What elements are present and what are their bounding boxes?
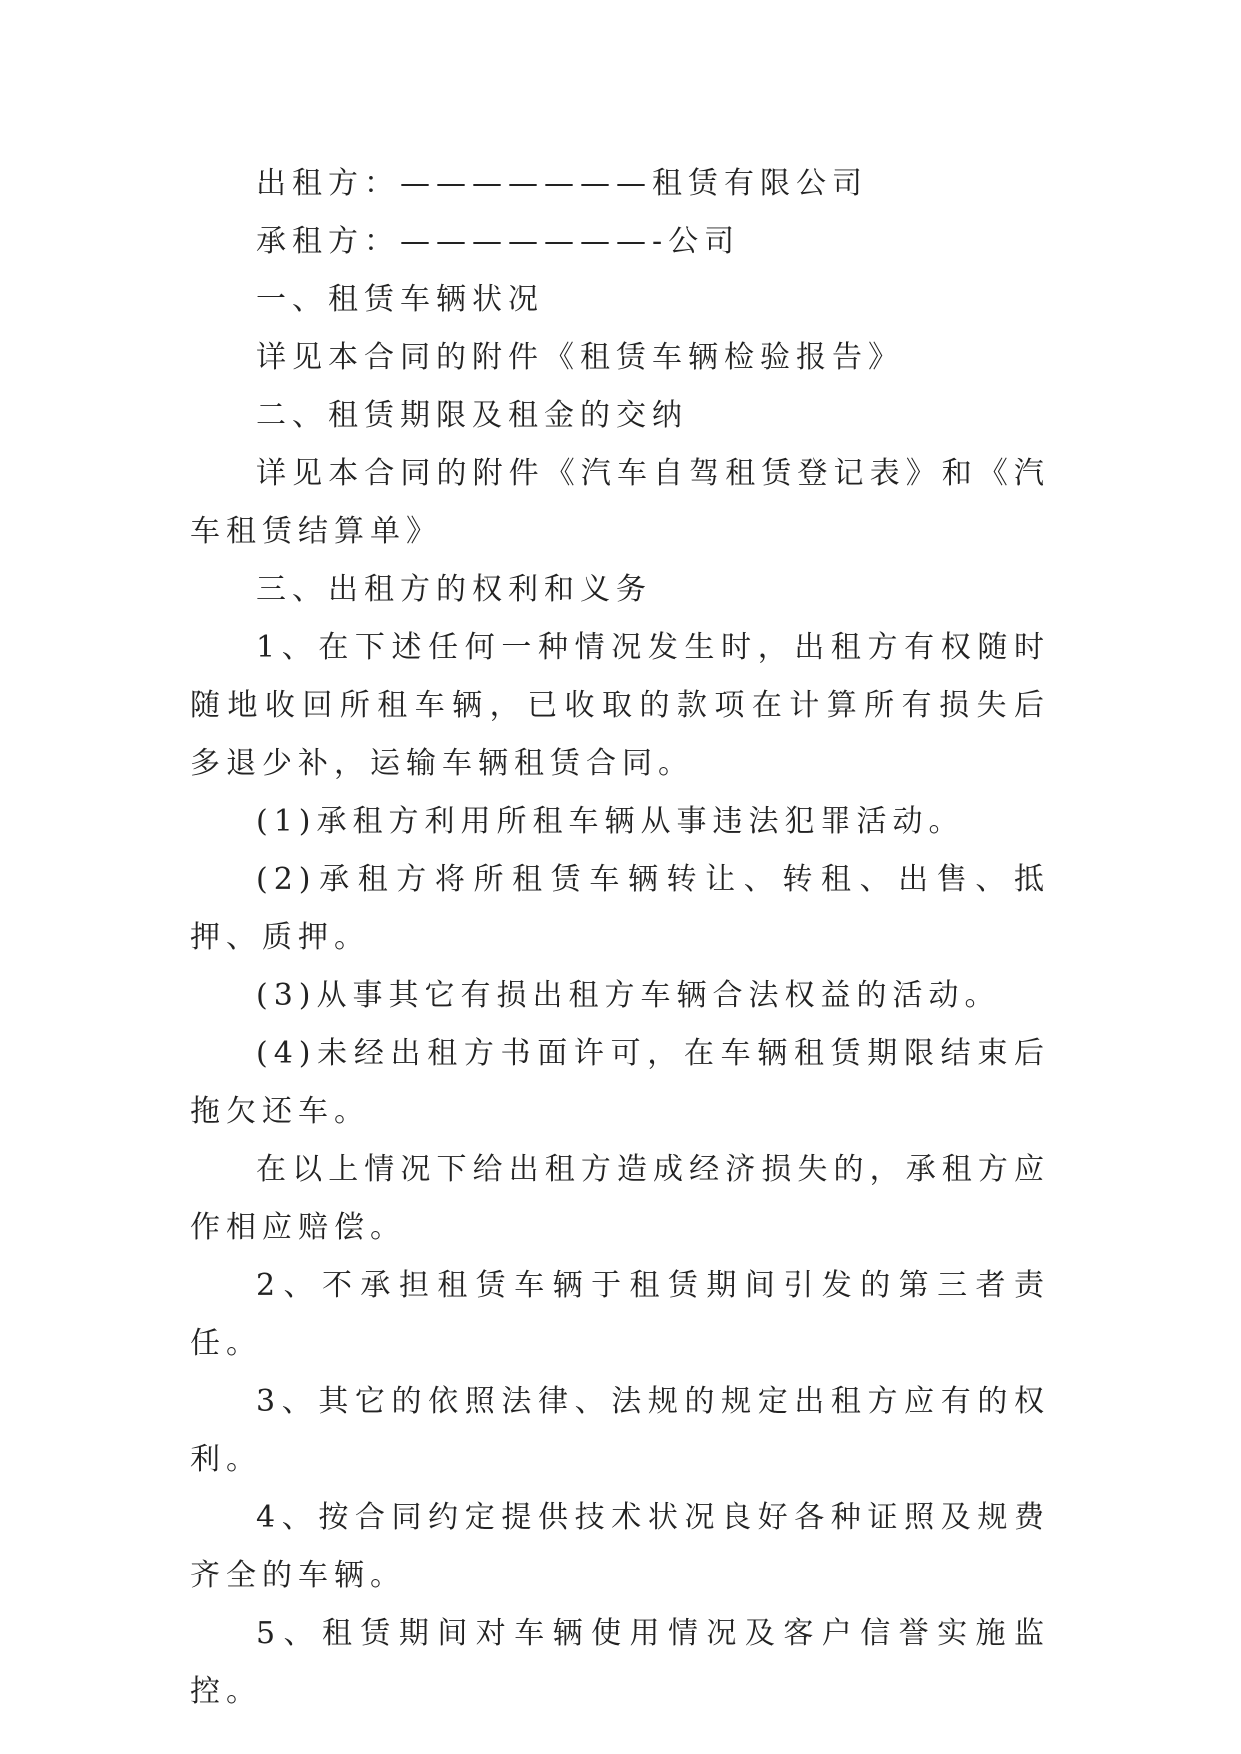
paragraph: 在以上情况下给出租方造成经济损失的，承租方应作相应赔偿。 [190, 1152, 1050, 1245]
document-body [190, 155, 1050, 1721]
clause-4: 4、按合同约定提供技术状况良好各种证照及规费齐全的车辆。 [190, 1500, 1050, 1593]
clause-1: 1、在下述任何一种情况发生时，出租方有权随时随地收回所租车辆，已收取的款项在计算所有损失后多退少补，运输车辆租赁合同。 [190, 630, 1050, 781]
paragraph: 详见本合同的附件《租赁车辆检验报告》 [256, 340, 904, 375]
section-heading-2: 二、租赁期限及租金的交纳 [256, 398, 688, 433]
sub-clause-2: (2)承租方将所租赁车辆转让、转租、出售、抵押、质押。 [190, 862, 1050, 955]
section-heading-1: 一、租赁车辆状况 [256, 282, 544, 317]
sub-clause-1: (1)承租方利用所租车辆从事违法犯罪活动。 [256, 804, 965, 839]
clause-5: 5、租赁期间对车辆使用情况及客户信誉实施监控。 [190, 1616, 1050, 1709]
lessor-line: 出租方：———————租赁有限公司 [256, 166, 868, 201]
paragraph: 详见本合同的附件《汽车自驾租赁登记表》和《汽车租赁结算单》 [190, 456, 1050, 549]
clause-3: 3、其它的依照法律、法规的规定出租方应有的权利。 [190, 1384, 1050, 1477]
lessee-line: 承租方：———————-公司 [256, 224, 741, 259]
clause-2: 2、不承担租赁车辆于租赁期间引发的第三者责任。 [190, 1268, 1050, 1361]
sub-clause-4: (4)未经出租方书面许可，在车辆租赁期限结束后拖欠还车。 [190, 1036, 1050, 1129]
section-heading-3: 三、出租方的权利和义务 [256, 572, 652, 607]
sub-clause-3: (3)从事其它有损出租方车辆合法权益的活动。 [256, 978, 1001, 1013]
